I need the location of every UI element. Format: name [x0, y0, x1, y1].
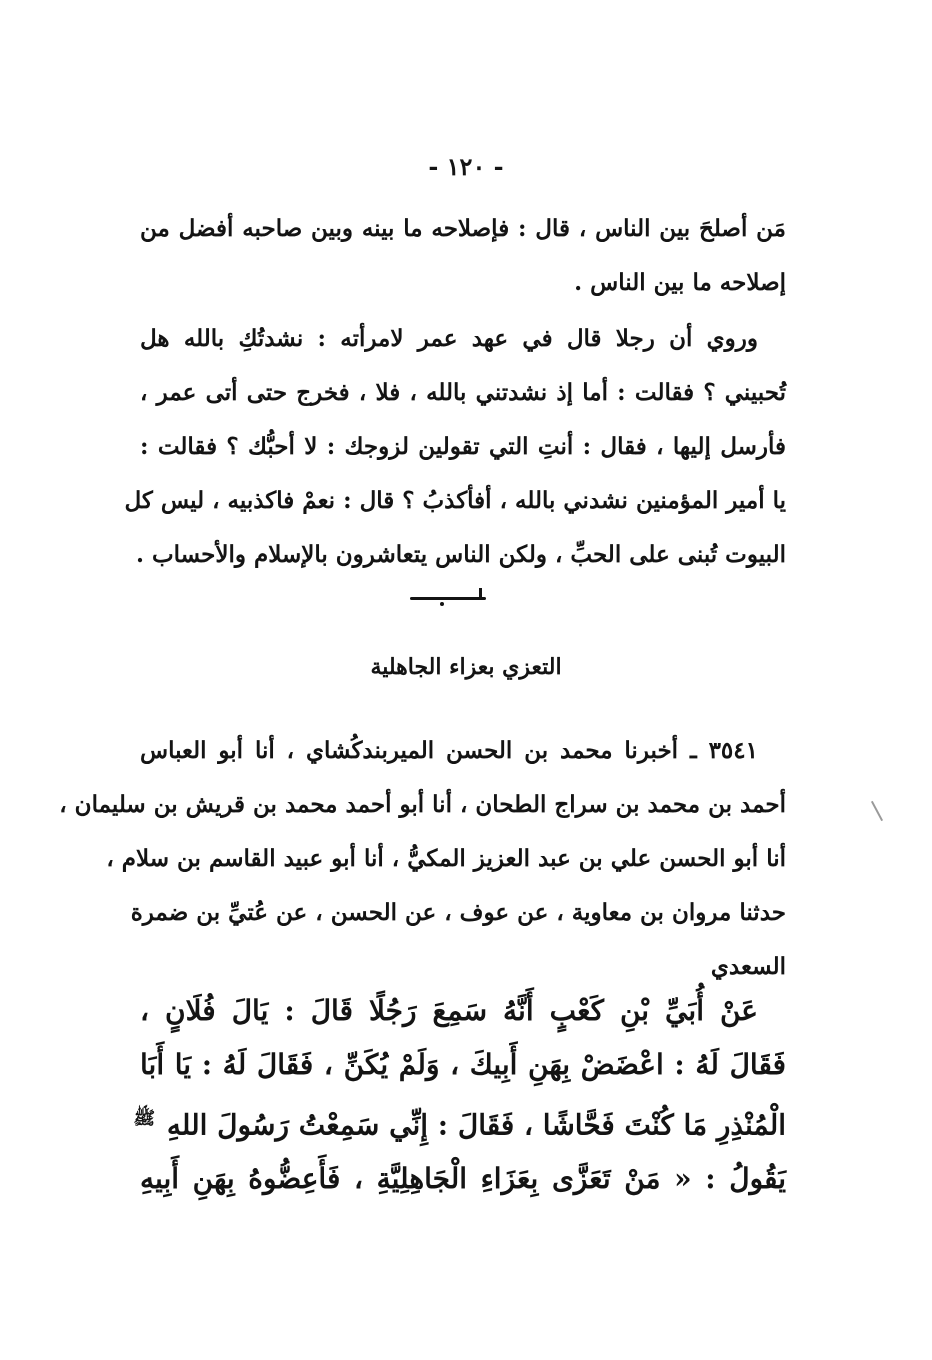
divider-dot [440, 602, 444, 606]
text-line: حدثنا مروان بن معاوية ، عن عوف ، عن الحسن ، عن عُتيِّ بن ضمرة [130, 899, 786, 926]
text-line: يَقُولُ : « مَنْ تَعَزَّى بِعَزَاءِ الْجَاهِلِيَّةِ ، فَأَعِضُّوهُ بِهَنِ أَبِيهِ [140, 1162, 786, 1196]
divider-stroke [410, 597, 486, 600]
chapter-divider [410, 588, 486, 608]
text-line: أنا أبو الحسن علي بن عبد العزيز المكيُّ ، أنا أبو عبيد القاسم بن سلام ، [106, 845, 786, 872]
text-line: فَقَالَ لَهُ : اعْضَضْ بِهَنِ أَبِيكَ ، وَلَمْ يُكَنِّ ، فَقَالَ لَهُ : يَا أَبَا [140, 1048, 786, 1081]
text-line: عَنْ أُبَيِّ بْنِ كَعْبٍ أَنَّهُ سَمِعَ رَجُلًا قَالَ : يَالَ فُلَانٍ ، [140, 994, 758, 1027]
divider-hook [479, 588, 482, 599]
text-line-content: الْمُنْذِرِ مَا كُنْتَ فَحَّاشًا ، فَقَالَ : إِنِّي سَمِعْتُ رَسُولَ اللهِ [166, 1108, 786, 1142]
margin-mark [871, 801, 883, 821]
text-line: أحمد بن محمد بن سراج الطحان ، أنا أبو أحمد محمد بن قريش بن سليمان ، [59, 791, 786, 818]
text-line: إصلاحه ما بين الناس . [574, 269, 786, 296]
text-line-with-seal [133, 1092, 786, 1152]
chapter-heading: التعزي بعزاء الجاهلية [370, 654, 562, 680]
text-line: السعدي [710, 953, 786, 980]
paragraph-3 [59, 724, 786, 994]
paragraph-1 [140, 202, 786, 310]
text-line: يا أمير المؤمنين نشدني بالله ، أفأكذبُ ؟ قال : نعمْ فاكذبيه ، ليس كل [124, 487, 786, 514]
salutation-glyph: ﷺ [133, 1108, 156, 1129]
paragraph-4 [133, 984, 786, 1206]
page-number: - ١٢٠ - [428, 152, 504, 181]
text-line: البيوت تُبنى على الحبِّ ، ولكن الناس يتعاشرون بالإسلام والأحساب . [135, 541, 786, 568]
text-line: مَن أصلحَ بين الناس ، قال : فإصلاحه ما بينه وبين صاحبه أفضل من [140, 215, 786, 242]
paragraph-2 [124, 312, 786, 582]
text-line: فأرسل إليها ، فقال : أنتِ التي تقولين لزوجك : لا أحبُّك ؟ فقالت : [140, 433, 786, 460]
text-line: وروي أن رجلا قال في عهد عمر لامرأته : نشدتُكِ بالله هل [140, 325, 758, 352]
text-line: تُحبيني ؟ فقالت : أما إذ نشدتني بالله ، فلا ، فخرج حتى أتى عمر ، [140, 379, 786, 406]
text-line: ٣٥٤١ ـ أخبرنا محمد بن الحسن الميربندكُشاي ، أنا أبو العباس [140, 737, 758, 764]
